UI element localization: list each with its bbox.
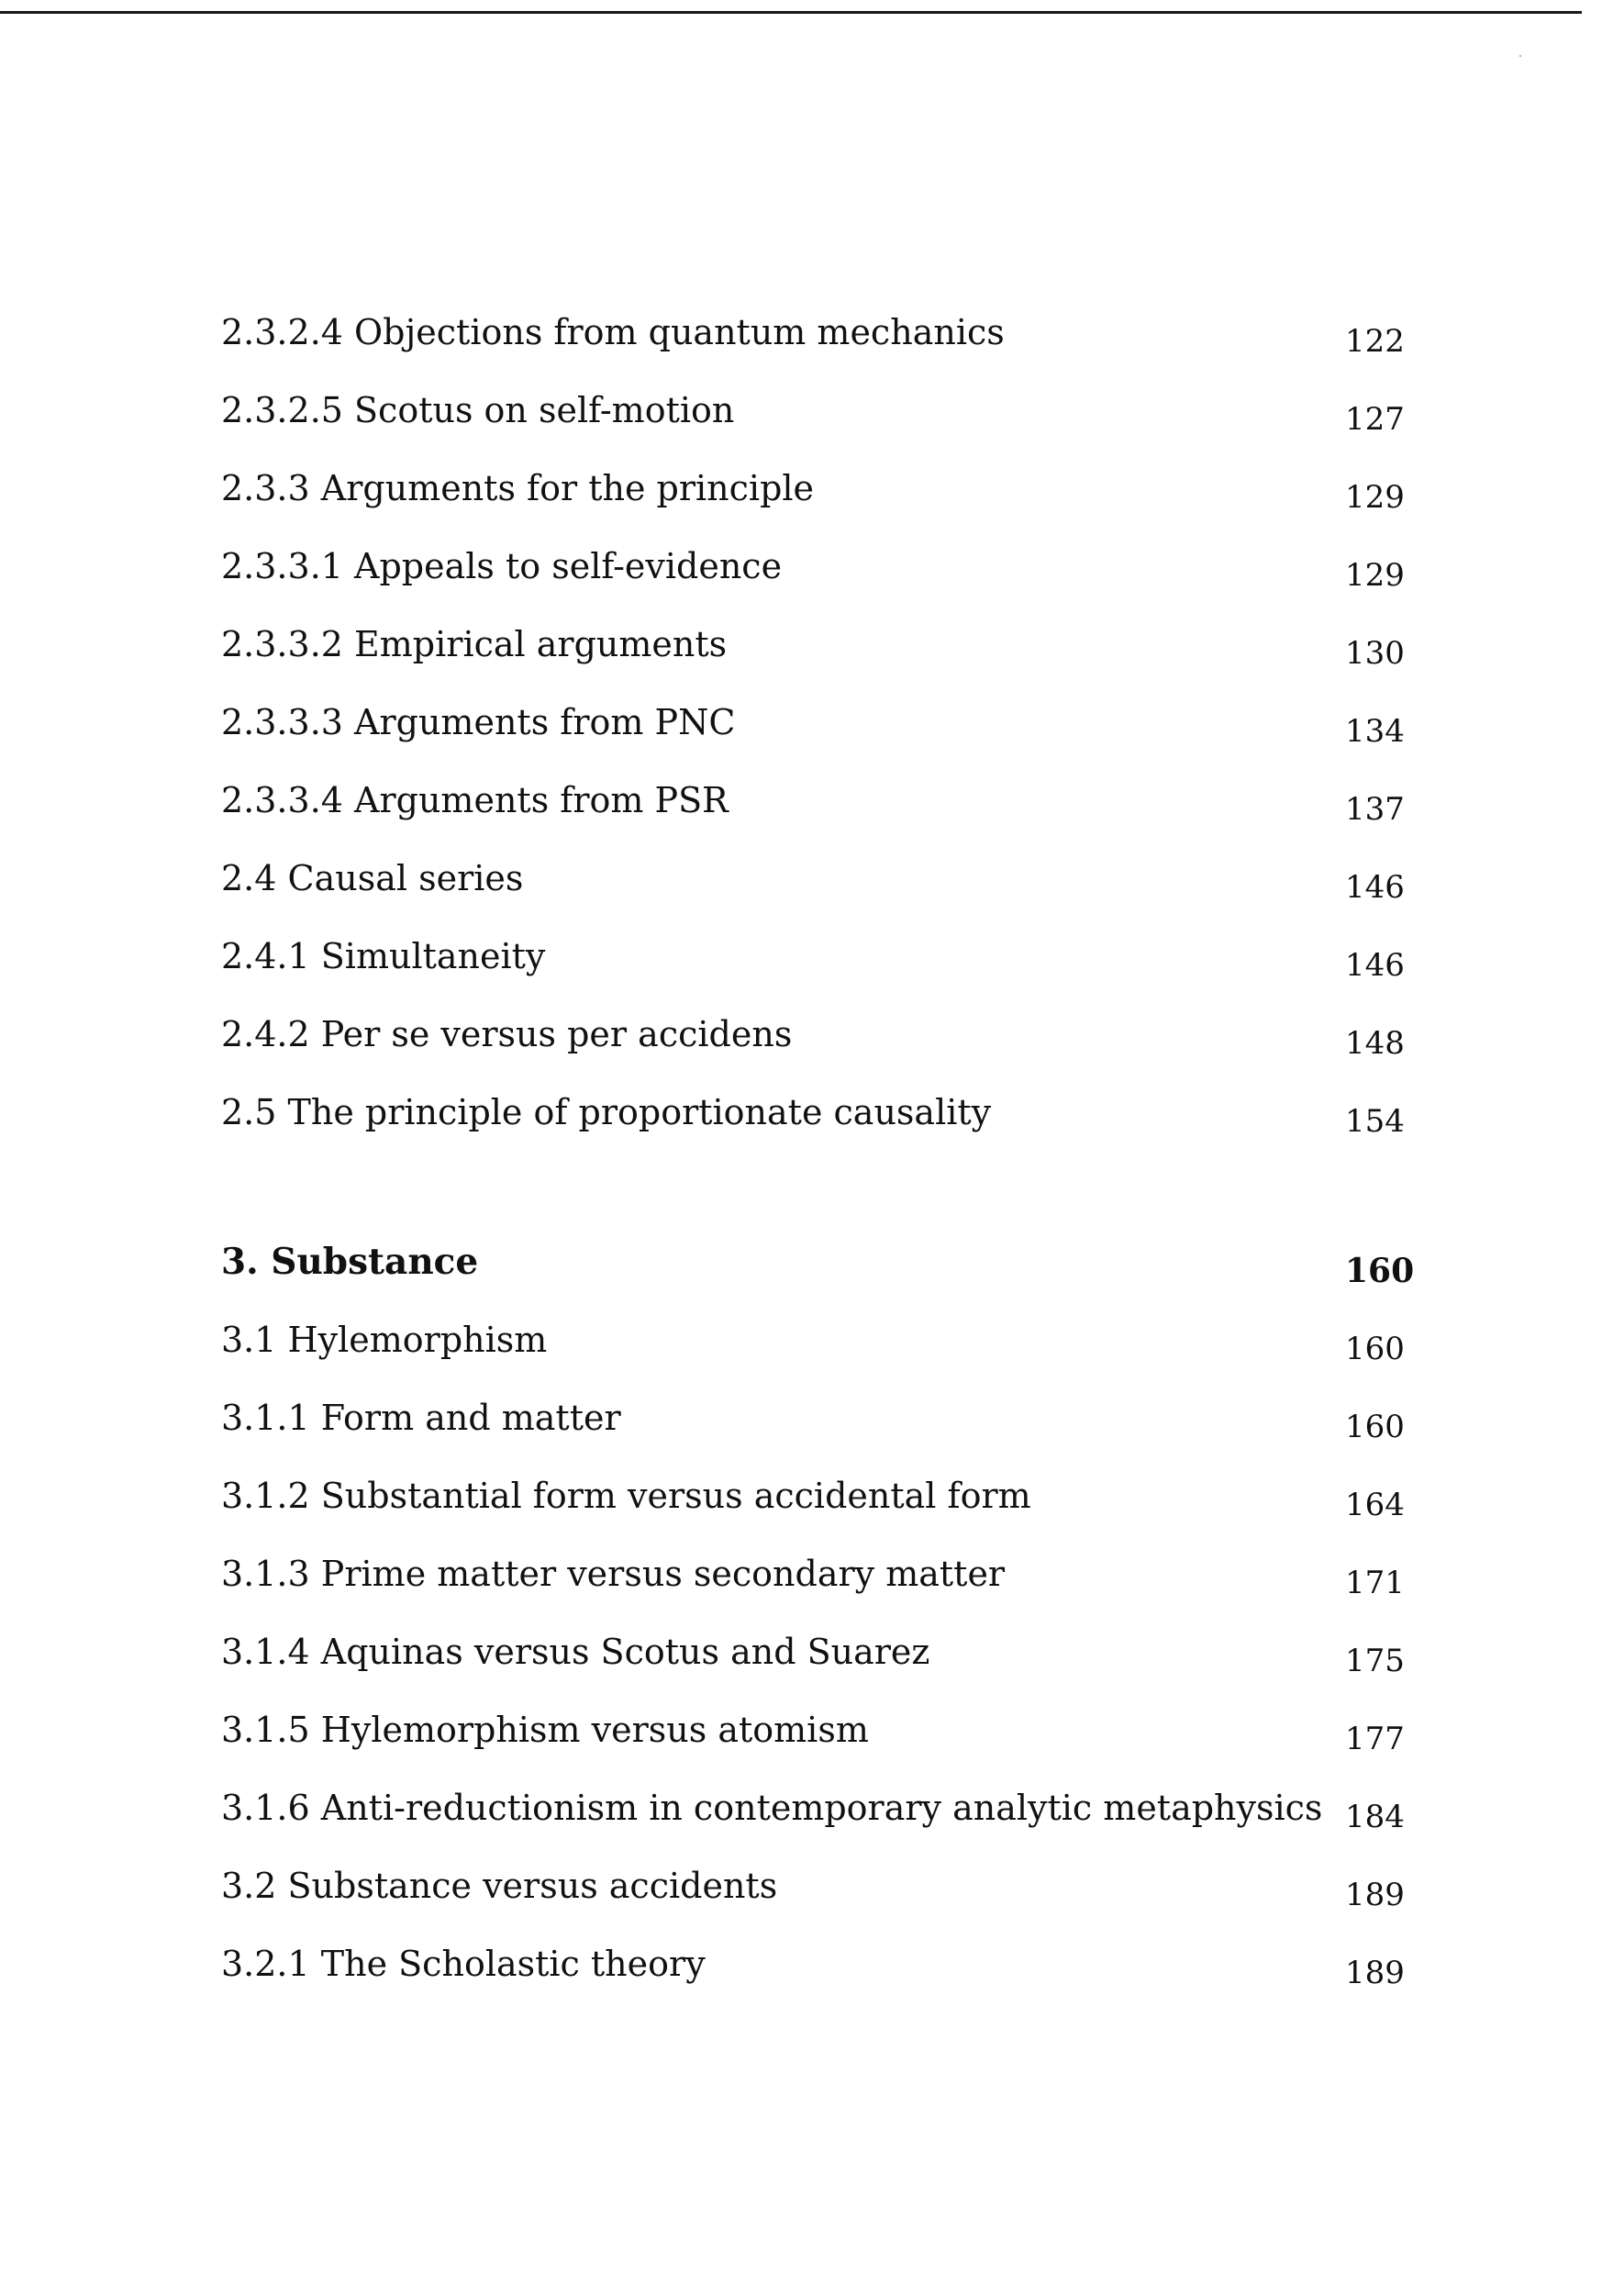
- toc-entry-page: 146: [1345, 947, 1405, 984]
- toc-entry-page: 189: [1345, 1877, 1405, 1913]
- toc-entry: [221, 1310, 1414, 1388]
- toc-entry-title: 3.1.6 Anti-reductionism in contemporary analytic metaphysics: [221, 1788, 1323, 1828]
- toc-entry: [221, 927, 1414, 1005]
- toc-entry-title: 2.3.3.2 Empirical arguments: [221, 624, 728, 664]
- top-rule: [0, 11, 1582, 14]
- toc-entry-title: 3.1.3 Prime matter versus secondary matter: [221, 1554, 1006, 1594]
- toc-entry: [221, 771, 1414, 849]
- toc-entry-title: 2.4 Causal series: [221, 858, 524, 898]
- toc-entry-page: 184: [1345, 1799, 1405, 1835]
- toc-entry-title: 2.3.3.1 Appeals to self-evidence: [221, 546, 783, 586]
- toc-entry-title: 2.3.3 Arguments for the principle: [221, 468, 815, 508]
- toc-entry-page: 160: [1345, 1409, 1405, 1445]
- toc-entry-page: 122: [1345, 323, 1405, 360]
- toc-entry-title: 2.3.3.4 Arguments from PSR: [221, 780, 729, 820]
- toc-entry-page: 134: [1345, 713, 1405, 750]
- toc-entry-title: 3.2.1 The Scholastic theory: [221, 1944, 706, 1984]
- table-of-contents: [221, 303, 1414, 2012]
- chapter-heading-title: 3. Substance: [221, 1241, 479, 1283]
- toc-entry-page: 148: [1345, 1025, 1405, 1062]
- toc-entry: [221, 1934, 1414, 2012]
- toc-entry-page: 127: [1345, 401, 1405, 438]
- toc-entry-title: 3.1.2 Substantial form versus accidental form: [221, 1476, 1031, 1516]
- toc-entry: [221, 1856, 1414, 1934]
- toc-entry-page: 146: [1345, 869, 1405, 906]
- toc-entry: [221, 1083, 1414, 1161]
- toc-entry-page: 137: [1345, 791, 1405, 828]
- toc-entry-page: 160: [1345, 1331, 1405, 1367]
- toc-entry-title: 2.3.2.4 Objections from quantum mechanics: [221, 312, 1005, 352]
- toc-entry: [221, 459, 1414, 537]
- toc-entry: [221, 615, 1414, 693]
- toc-entry: [221, 1466, 1414, 1544]
- toc-entry-page: 154: [1345, 1103, 1405, 1140]
- toc-entry: [221, 1544, 1414, 1622]
- toc-entry-title: 2.4.2 Per se versus per accidens: [221, 1014, 793, 1054]
- toc-entry: [221, 1005, 1414, 1083]
- toc-entry-page: 177: [1345, 1721, 1405, 1757]
- toc-entry-title: 2.5 The principle of proportionate causality: [221, 1092, 992, 1132]
- toc-entry: [221, 381, 1414, 459]
- toc-entry: [221, 1622, 1414, 1700]
- toc-entry-page: 171: [1345, 1565, 1405, 1601]
- toc-entry-title: 3.1.4 Aquinas versus Scotus and Suarez: [221, 1632, 930, 1672]
- toc-entry-title: 2.3.2.5 Scotus on self-motion: [221, 390, 735, 430]
- toc-entry: [221, 849, 1414, 927]
- chapter-heading: [221, 1232, 1414, 1310]
- toc-entry-title: 3.1.1 Form and matter: [221, 1398, 621, 1438]
- toc-entry: [221, 1778, 1414, 1856]
- toc-entry-page: 189: [1345, 1955, 1405, 1991]
- toc-entry: [221, 537, 1414, 615]
- toc-entry-page: 175: [1345, 1643, 1405, 1679]
- toc-entry: [221, 1388, 1414, 1466]
- toc-entry-page: 129: [1345, 479, 1405, 516]
- chapter-heading-page: 160: [1345, 1252, 1415, 1290]
- toc-entry-page: 129: [1345, 557, 1405, 594]
- scan-speck: [1519, 55, 1521, 57]
- toc-entry: [221, 1700, 1414, 1778]
- toc-entry: [221, 303, 1414, 381]
- toc-entry-title: 3.1.5 Hylemorphism versus atomism: [221, 1710, 869, 1750]
- toc-entry: [221, 693, 1414, 771]
- toc-entry-title: 3.1 Hylemorphism: [221, 1320, 548, 1360]
- toc-entry-page: 130: [1345, 635, 1405, 672]
- toc-entry-page: 164: [1345, 1487, 1405, 1523]
- toc-entry-title: 2.4.1 Simultaneity: [221, 936, 546, 976]
- toc-entry-title: 2.3.3.3 Arguments from PNC: [221, 702, 736, 742]
- toc-entry-title: 3.2 Substance versus accidents: [221, 1866, 778, 1906]
